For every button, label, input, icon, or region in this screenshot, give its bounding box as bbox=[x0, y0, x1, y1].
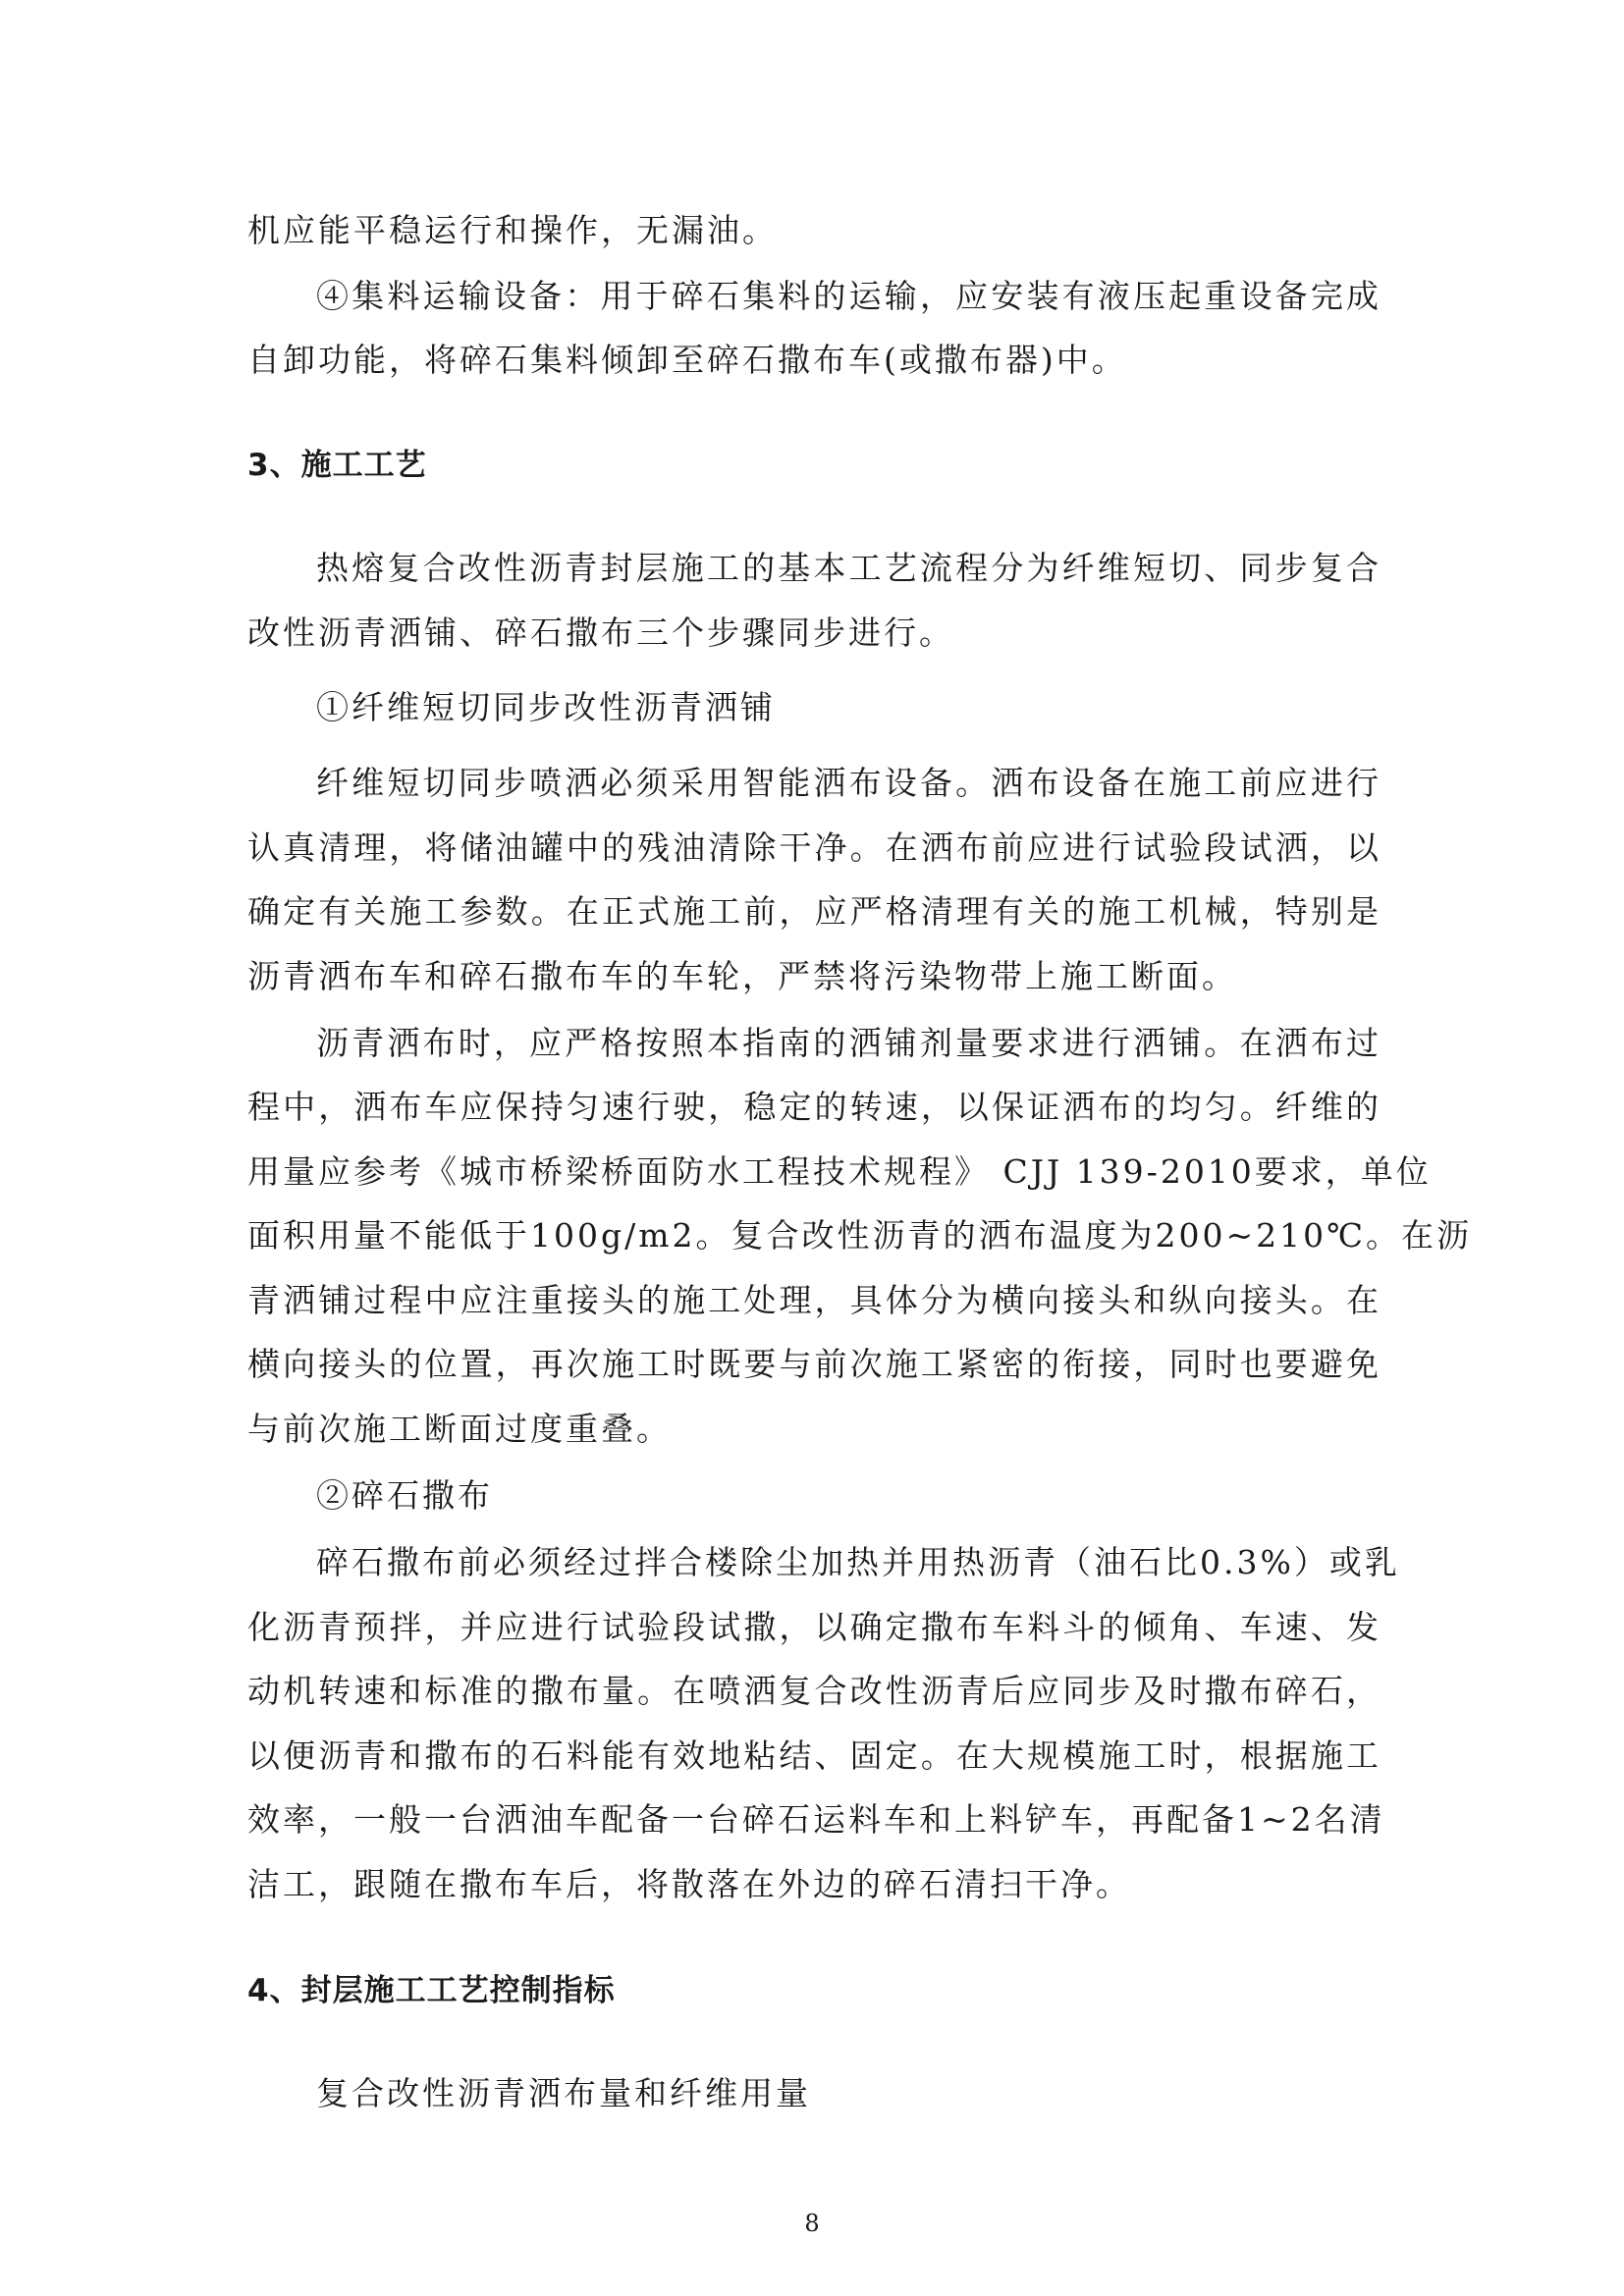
section-heading-3: 3、施工工艺 bbox=[247, 448, 427, 483]
text-line: 化沥青预拌，并应进行试验段试撒，以确定撒布车料斗的倾角、车速、发 bbox=[247, 1608, 1381, 1646]
text-line: 面积用量不能低于100g/m2。复合改性沥青的洒布温度为200~210℃。在沥 bbox=[247, 1216, 1473, 1255]
text-line: 与前次施工断面过度重叠。 bbox=[247, 1410, 672, 1448]
text-line: 机应能平稳运行和操作，无漏油。 bbox=[247, 211, 778, 249]
text-line: 确定有关施工参数。在正式施工前，应严格清理有关的施工机械，特别是 bbox=[247, 892, 1381, 931]
text-line: 沥青洒布车和碎石撒布车的车轮，严禁将污染物带上施工断面。 bbox=[247, 957, 1237, 995]
subheading-fiber-spraying: ①纤维短切同步改性沥青洒铺 bbox=[316, 688, 776, 726]
text-line: 用量应参考《城市桥梁桥面防水工程技术规程》 CJJ 139-2010要求，单位 bbox=[247, 1152, 1432, 1191]
text-line: 认真清理，将储油罐中的残油清除干净。在洒布前应进行试验段试洒，以 bbox=[247, 828, 1381, 867]
text-line: 沥青洒布时，应严格按照本指南的洒铺剂量要求进行洒铺。在洒布过 bbox=[316, 1024, 1381, 1062]
text-line: 纤维短切同步喷洒必须采用智能洒布设备。洒布设备在施工前应进行 bbox=[316, 764, 1381, 802]
text-line: 洁工，跟随在撒布车后，将散落在外边的碎石清扫干净。 bbox=[247, 1865, 1131, 1903]
text-line: ④集料运输设备：用于碎石集料的运输，应安装有液压起重设备完成 bbox=[316, 277, 1381, 315]
section-heading-4: 4、封层施工工艺控制指标 bbox=[247, 1973, 616, 2008]
text-line: 碎石撒布前必须经过拌合楼除尘加热并用热沥青（油石比0.3%）或乳 bbox=[316, 1543, 1400, 1581]
text-line: 改性沥青洒铺、碎石撒布三个步骤同步进行。 bbox=[247, 614, 954, 652]
text-line: 动机转速和标准的撒布量。在喷洒复合改性沥青后应同步及时撒布碎石， bbox=[247, 1672, 1381, 1710]
text-line: 自卸功能，将碎石集料倾卸至碎石撒布车(或撒布器)中。 bbox=[247, 341, 1127, 379]
text-line: 青洒铺过程中应注重接头的施工处理，具体分为横向接头和纵向接头。在 bbox=[247, 1281, 1381, 1319]
text-line: 程中，洒布车应保持匀速行驶，稳定的转速，以保证洒布的均匀。纤维的 bbox=[247, 1088, 1381, 1126]
text-line: 效率，一般一台洒油车配备一台碎石运料车和上料铲车，再配备1~2名清 bbox=[247, 1800, 1385, 1839]
page-number: 8 bbox=[804, 2210, 820, 2237]
text-line: 以便沥青和撒布的石料能有效地粘结、固定。在大规模施工时，根据施工 bbox=[247, 1736, 1381, 1775]
text-line: 横向接头的位置，再次施工时既要与前次施工紧密的衔接，同时也要避免 bbox=[247, 1345, 1381, 1383]
subheading-gravel-spreading: ②碎石撒布 bbox=[316, 1476, 493, 1515]
text-line: 热熔复合改性沥青封层施工的基本工艺流程分为纤维短切、同步复合 bbox=[316, 549, 1381, 587]
text-line: 复合改性沥青洒布量和纤维用量 bbox=[316, 2074, 811, 2112]
